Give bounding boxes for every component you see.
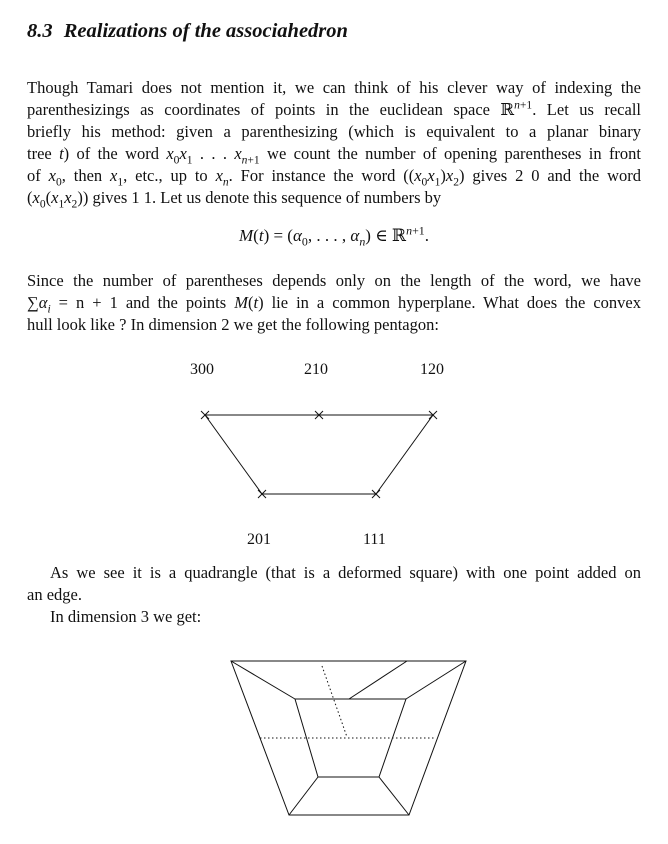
hidden-edge-vertical — [322, 666, 347, 737]
edge-lr — [379, 777, 409, 815]
section-title: Realizations of the associahedron — [63, 20, 348, 42]
vertex-label-120: 120 — [420, 361, 444, 378]
vertex-label-111: 111 — [363, 531, 386, 548]
vertex-label-300: 300 — [190, 361, 214, 378]
edge-ll — [289, 777, 318, 815]
text-line: parenthesizings as coordinates of points in the euclidean space ℝ$^{n+1}$. Let us recall — [27, 99, 641, 119]
text-line: In dimension 3 we get: — [50, 607, 202, 626]
edge-ur — [406, 661, 466, 699]
text-line: tree t) of the word $x_0x_1$ . . . $x_{n+1}$ we count the number of opening parentheses in front — [27, 144, 642, 167]
text-line: an edge. — [27, 585, 82, 604]
text-line: As we see it is a quadrangle (that is a deformed square) with one point added on — [50, 563, 641, 582]
pentagon-figure — [201, 411, 437, 498]
text-line: hull look like ? In dimension 2 we get the following pentagon: — [27, 315, 439, 334]
paragraph-dimensions — [27, 562, 641, 628]
text-line: of $x_0$, then $x_1$, etc., up to $x_n$. For instance the word $((x_0x_1)x_2)$ gives 2 0 and the word — [27, 166, 641, 189]
text-line: Since the number of parentheses depends only on the length of the word, we have — [27, 271, 641, 290]
text-line: briefly his method: given a parenthesizing (which is equivalent to a planar binary — [27, 122, 641, 141]
pentagon-left-edge — [205, 415, 262, 494]
text-line: Though Tamari does not mention it, we can think of his clever way of indexing the — [27, 78, 641, 97]
text-line: $\sum\alpha_i = n + 1$ and the points M(t) lie in a common hyperplane. What does the convex — [27, 293, 641, 316]
vertex-label-210: 210 — [304, 361, 328, 378]
text-line: $(x_0(x_1x_2))$ gives 1 1. Let us denote this sequence of numbers by — [27, 188, 442, 211]
vertex-label-201: 201 — [247, 531, 271, 548]
section-number: 8.3 — [27, 20, 53, 42]
equation-M: $M(t) = (\alpha_0$, . . . , $\alpha_n$) ∈ ℝ$^{n+1}$. — [238, 223, 429, 249]
associahedron-3d-figure — [231, 661, 466, 815]
edge-ul — [231, 661, 295, 699]
edge-top-diagonal — [349, 661, 407, 699]
pentagon-right-edge — [376, 415, 433, 494]
